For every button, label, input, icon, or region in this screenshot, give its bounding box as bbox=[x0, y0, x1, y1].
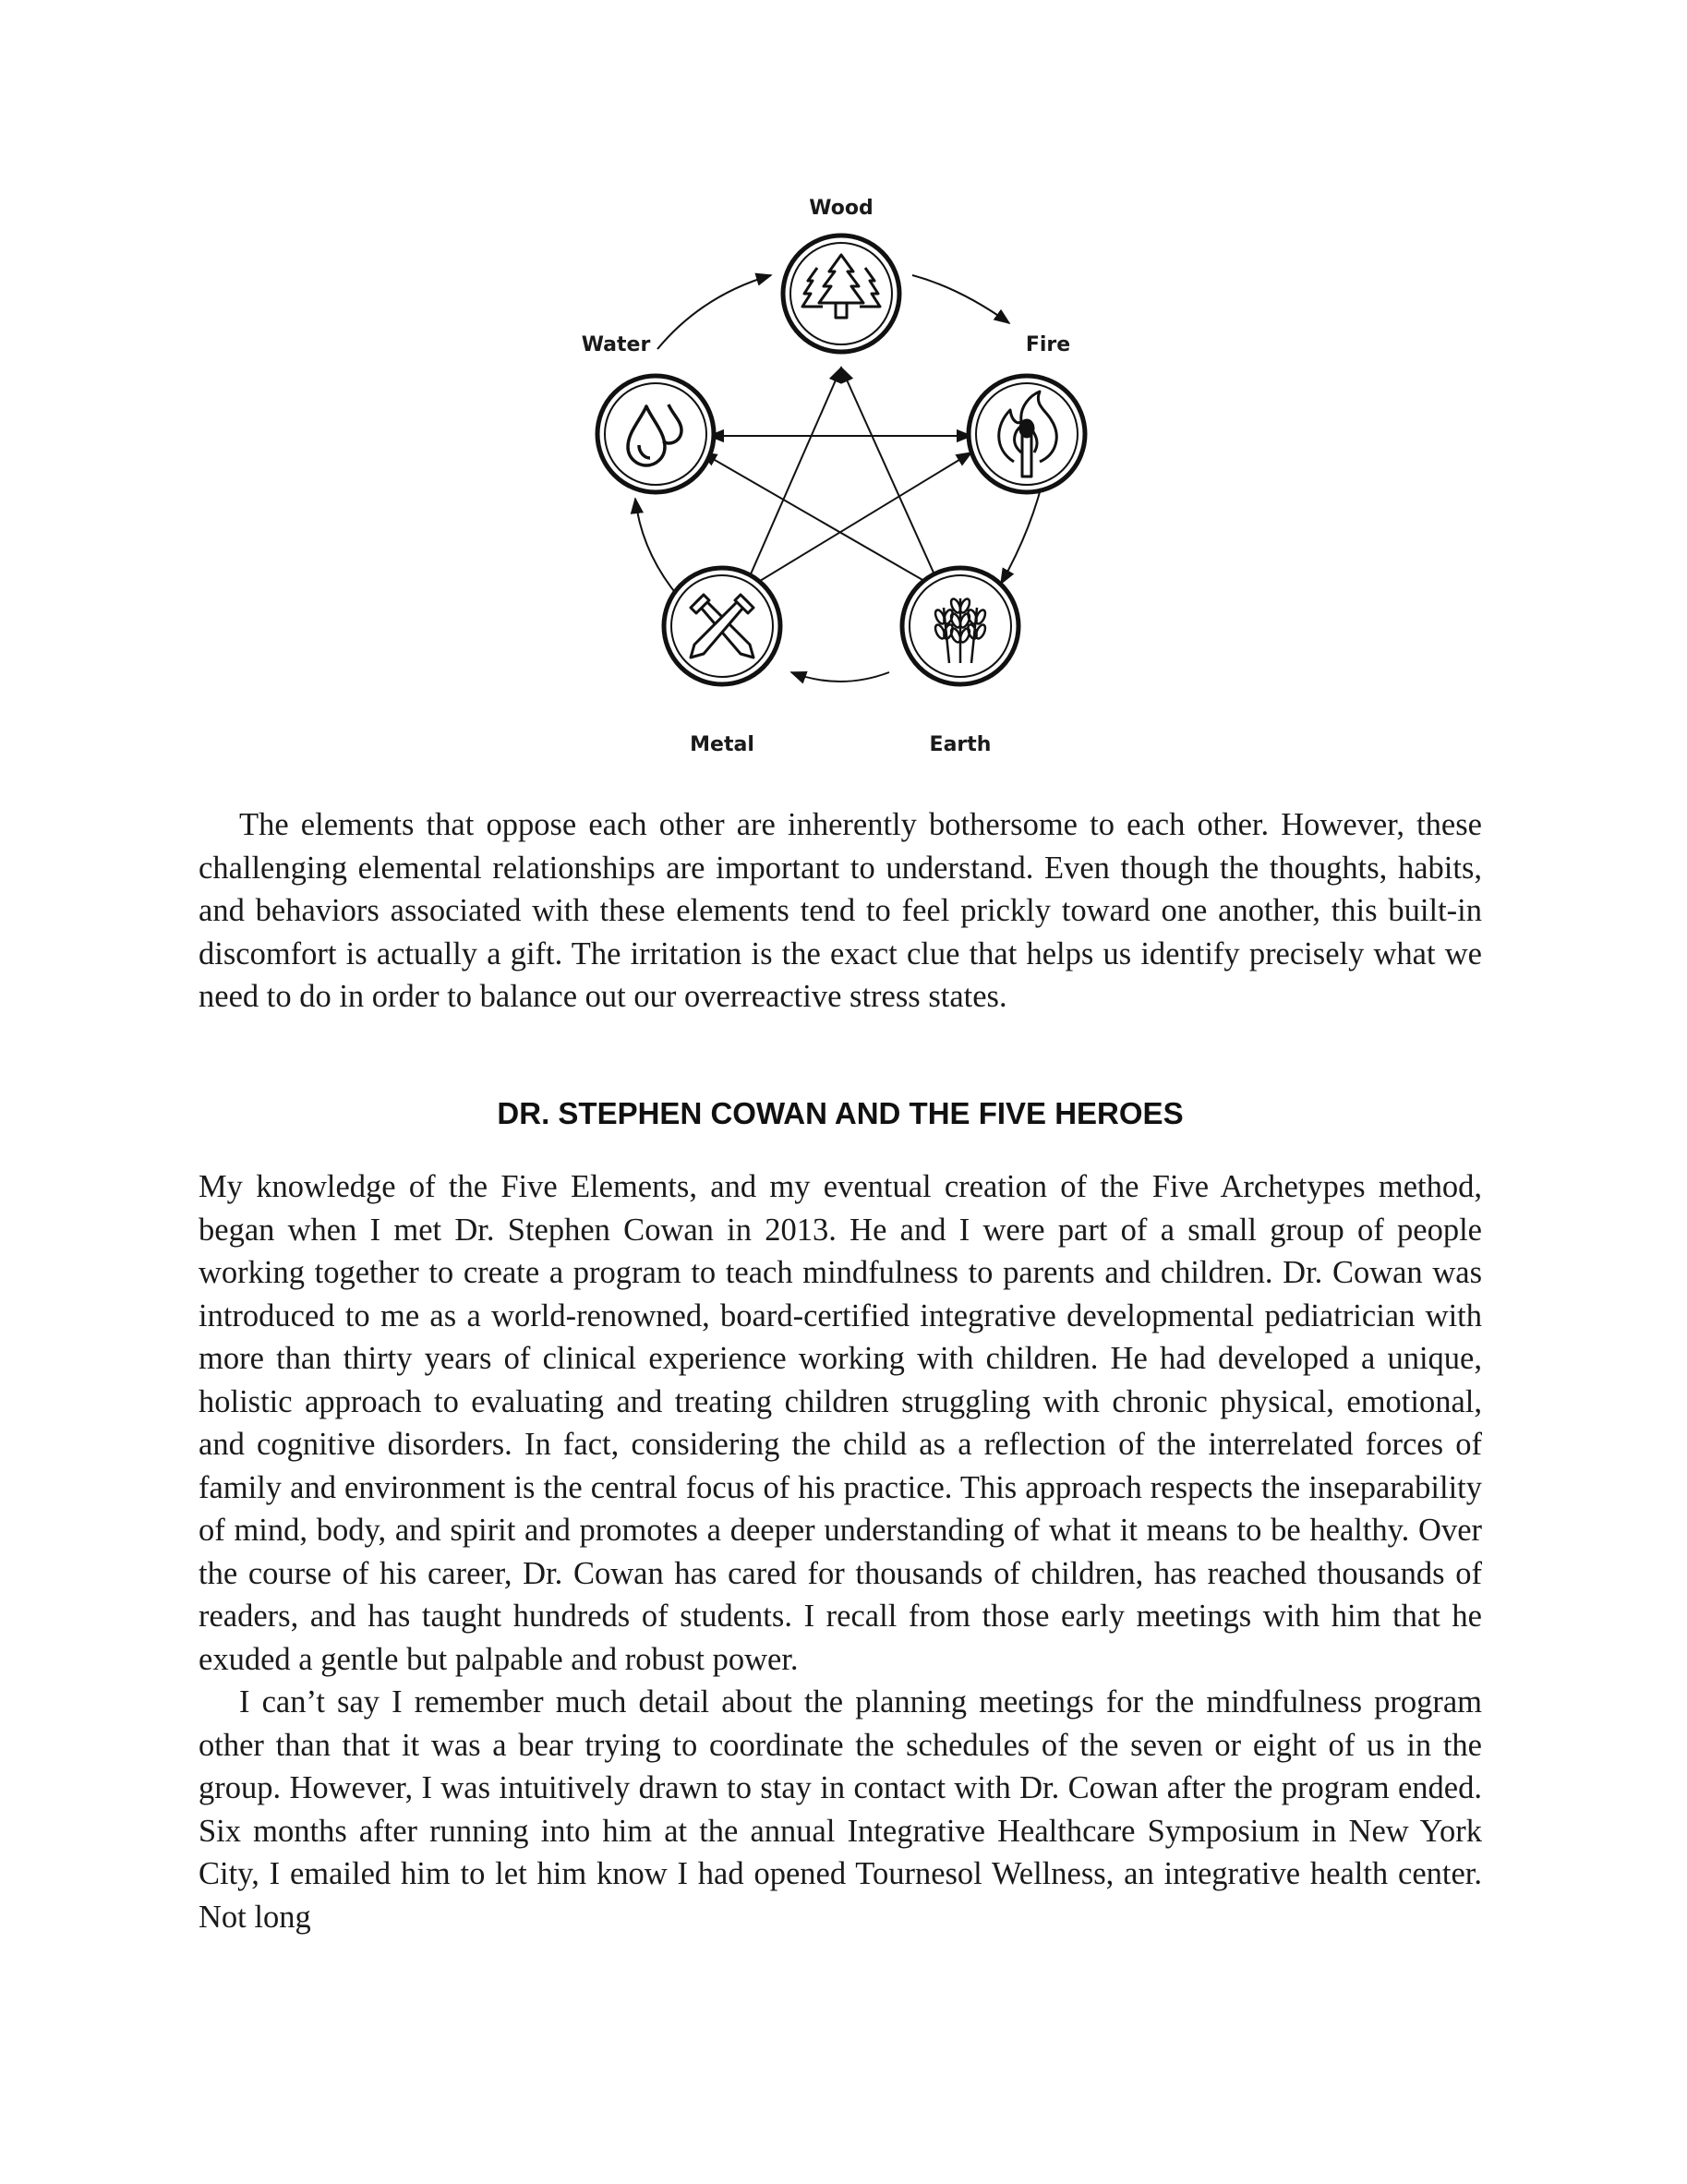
controlling-star-arrows bbox=[702, 368, 971, 591]
paragraph-meeting-dr-cowan: My knowledge of the Five Elements, and my eventual creation of the Five Archetypes method, began when I met Dr. Stephen Cowan in 2013. He and I were part of a small group of people working together to create a program to teach mindfulness to parents and children. Dr. Cowan was introduced to me as a world-renowned, board-certified integrative developmental pediatrician with more than thirty years of clinical experience working with children. He had developed a unique, holistic approach to evaluating and treating children struggling with chronic physical, emotional, and cognitive disorders. In fact, considering the child as a reflection of the interrelated forces of family and environment is the central focus of his practice. This approach respects the inseparability of mind, body, and spirit and promotes a deeper understanding of what it means to be healthy. Over the course of his career, Dr. Cowan has cared for thousands of children, has reached thousands of readers, and has taught hundreds of students. I recall from those early meetings with him that he exuded a gentle but palpable and robust power. bbox=[199, 1169, 1482, 1677]
water-node bbox=[597, 376, 714, 492]
metal-node bbox=[664, 568, 780, 684]
arrow-water-to-wood bbox=[657, 275, 771, 349]
five-elements-diagram bbox=[554, 185, 1136, 776]
section-heading: DR. STEPHEN COWAN AND THE FIVE HEROES bbox=[497, 1096, 1184, 1130]
paragraph-planning-meetings: I can’t say I remember much detail about the planning meetings for the mindfulness program other than that it was a bear trying to coordinate the schedules of the seven or eight of us in the group. However, I was intuitively drawn to stay in contact with Dr. Cowan after the program ended. Six months after running into him at the annual Integrative Healthcare Symposium in New York City, I emailed him to let him know I had opened Tournesol Wellness, an integrative health center. Not long bbox=[199, 1684, 1482, 1935]
label-wood: Wood bbox=[809, 197, 874, 220]
star-wood-metal bbox=[743, 368, 841, 591]
wood-node bbox=[783, 235, 899, 352]
earth-node bbox=[902, 568, 1018, 684]
paragraph-opposing-elements: The elements that oppose each other are inherently bothersome to each other. However, these challenging elemental relationships are important to understand. Even though the thoughts, habits, and behaviors associated with these elements tend to feel prickly toward one another, this built-in discomfort is actually a gift. The irritation is the exact clue that helps us identify precisely what we need to do in order to balance out our overreactive stress states. bbox=[199, 807, 1482, 1014]
five-elements-svg bbox=[554, 185, 1136, 776]
label-metal: Metal bbox=[690, 733, 754, 756]
label-water: Water bbox=[581, 333, 651, 356]
label-earth: Earth bbox=[929, 733, 992, 756]
arrow-earth-to-metal bbox=[791, 672, 889, 682]
fire-node bbox=[969, 376, 1085, 492]
arrow-metal-to-water bbox=[635, 499, 681, 600]
arrow-wood-to-fire bbox=[912, 275, 1009, 323]
label-fire: Fire bbox=[1025, 333, 1071, 356]
